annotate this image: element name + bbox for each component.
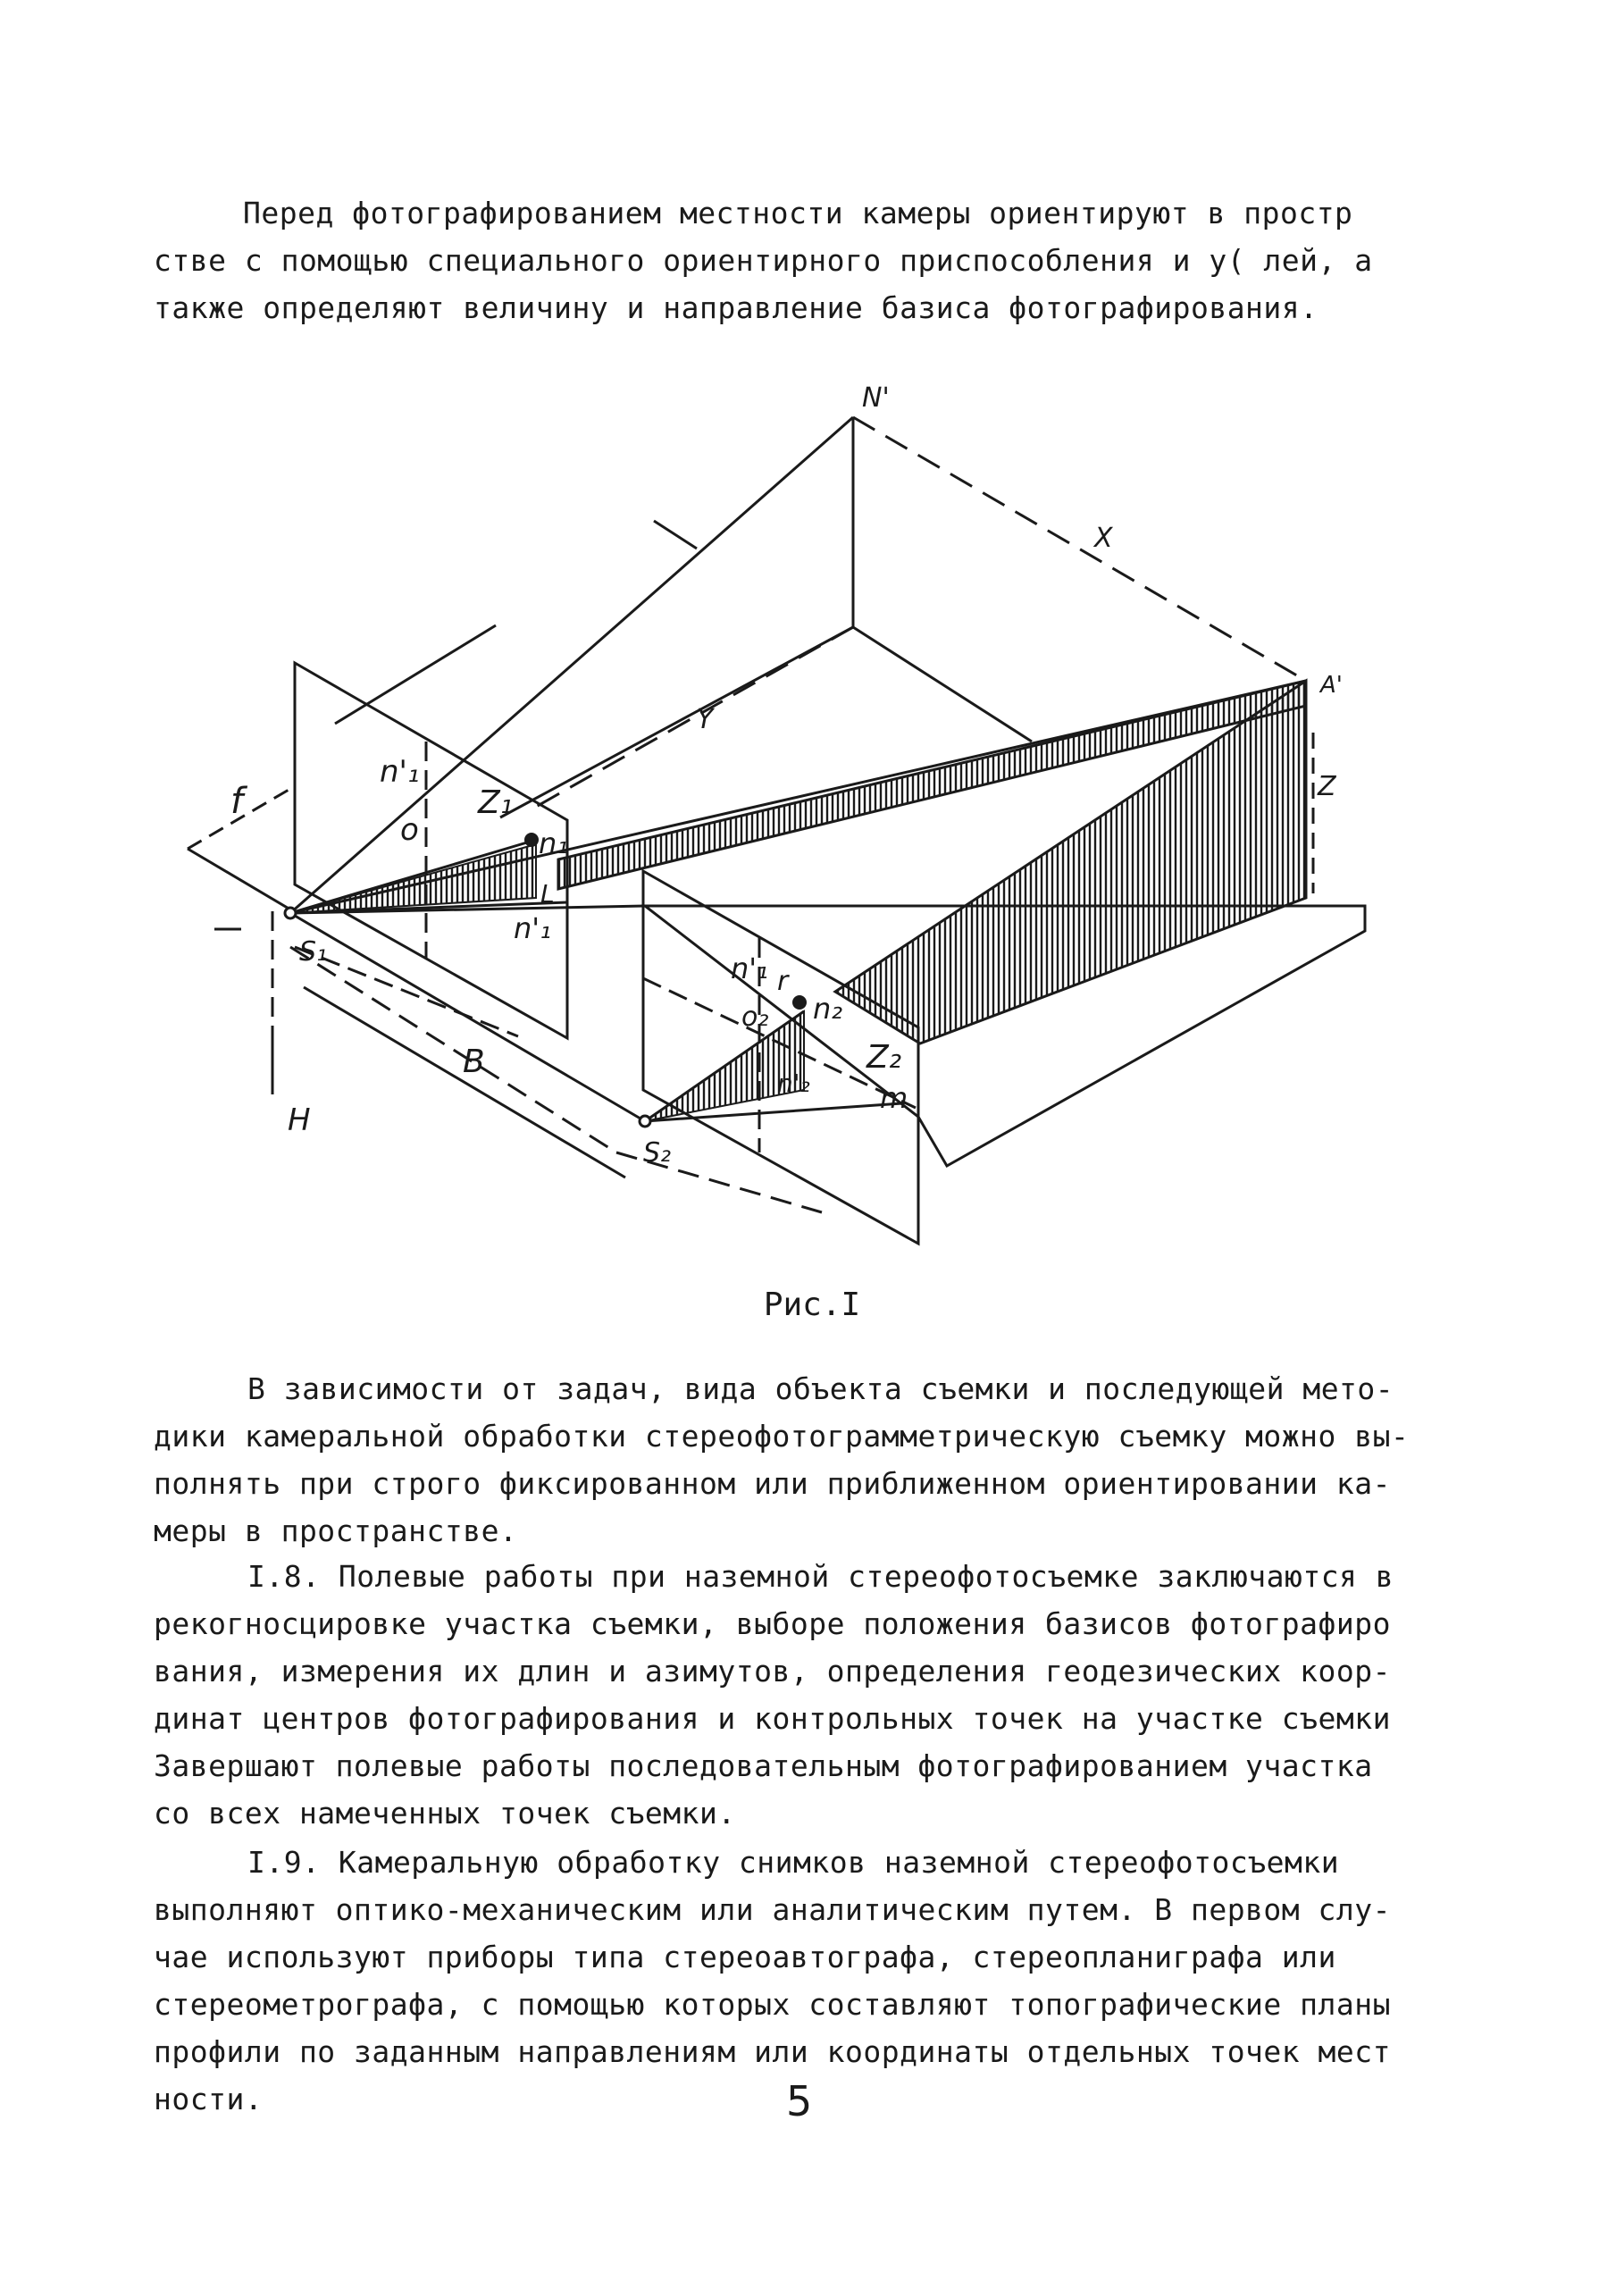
label-n1-prime-low: n'₁ — [514, 911, 551, 945]
label-l: L — [540, 879, 555, 909]
label-a-prime: A' — [1320, 672, 1343, 699]
f-dim — [188, 849, 290, 909]
point-n1 — [524, 833, 539, 847]
aux-line-2 — [335, 625, 496, 724]
text-line: рекогносцировке участка съемки, выборе положения базисов фотографиро — [154, 1606, 1392, 1641]
label-z1: Z₁ — [478, 784, 514, 821]
label-n1-prime-mid: n'₁ — [731, 951, 768, 985]
label-o1: o — [400, 812, 419, 848]
label-f: f — [230, 781, 244, 822]
label-z-right: Z — [1318, 771, 1336, 802]
x-axis-dashed — [853, 417, 1306, 681]
text-line: вания, измерения их длин и азимутов, определения геодезических коор- — [154, 1654, 1392, 1689]
label-y: Y — [697, 704, 714, 735]
text-line: динат центров фотографирования и контрольных точек на участке съемки — [154, 1701, 1392, 1736]
text-line: дики камеральной обработки стереофотограмметрическую съемку можно вы- — [154, 1419, 1410, 1454]
paragraph-1-9 — [154, 1839, 1413, 2123]
label-n2-prime: n'₂ — [777, 1069, 810, 1098]
label-n2: n₂ — [813, 992, 843, 1026]
aux-line-1 — [654, 521, 697, 549]
hatched-wedge-1 — [290, 844, 536, 913]
paragraph-1-8 — [154, 1553, 1413, 1837]
label-n1-prime-top: n'₁ — [380, 754, 420, 790]
label-s2: S₂ — [643, 1137, 672, 1169]
label-h: H — [288, 1102, 311, 1138]
text-line: стереометрографа, с помощью которых составляют топографические планы — [154, 1987, 1392, 2022]
text-line: I.9. Камеральную обработку снимков наземной стереофотосъемки — [247, 1845, 1340, 1880]
text-line: В зависимости от задач, вида объекта съемки и последующей мето- — [247, 1371, 1394, 1406]
label-n1: n₁ — [539, 826, 569, 860]
text-line: меры в пространстве. — [154, 1513, 518, 1548]
text-line: профили по заданным направлениям или координаты отдельных точек мест — [154, 2034, 1392, 2069]
paragraph-dependence — [154, 1365, 1413, 1555]
text-line: полнять при строго фиксированном или приближенном ориентировании ка- — [154, 1466, 1392, 1501]
point-s2 — [640, 1116, 650, 1127]
text-line: со всех намеченных точек съемки. — [154, 1796, 736, 1831]
label-z2: Z₂ — [866, 1039, 902, 1076]
point-n2 — [792, 995, 807, 1010]
label-x: X — [1094, 523, 1113, 554]
text-line: Завершают полевые работы последовательным фотографированием участка — [154, 1748, 1373, 1783]
ground-line — [853, 627, 1032, 742]
text-line: чае используют приборы типа стереоавтографа, стереопланиграфа или — [154, 1940, 1336, 1974]
figure-caption: Рис.I — [763, 1286, 861, 1323]
text-line: I.8. Полевые работы при наземной стереофотосъемке заключаются в — [247, 1559, 1394, 1594]
text-line: ности. — [154, 2082, 264, 2116]
label-r: r — [777, 966, 789, 997]
text-line: стве с помощью специального ориентирного приспособления и у( лей, а — [154, 243, 1373, 278]
label-s1: S₁ — [299, 936, 328, 968]
page-number: 5 — [786, 2077, 813, 2125]
text-line: выполняют оптико-механическим или аналитическим путем. В первом слу- — [154, 1892, 1392, 1927]
label-o2: o₂ — [741, 1002, 769, 1033]
label-m: m — [880, 1081, 908, 1115]
text-line: также определяют величину и направление базиса фотографирования. — [154, 290, 1318, 325]
label-n-prime: N' — [862, 382, 890, 414]
text-line: Перед фотографированием местности камеры ориентируют в простр — [243, 196, 1353, 230]
label-b: B — [463, 1043, 485, 1080]
point-s1 — [285, 908, 296, 918]
